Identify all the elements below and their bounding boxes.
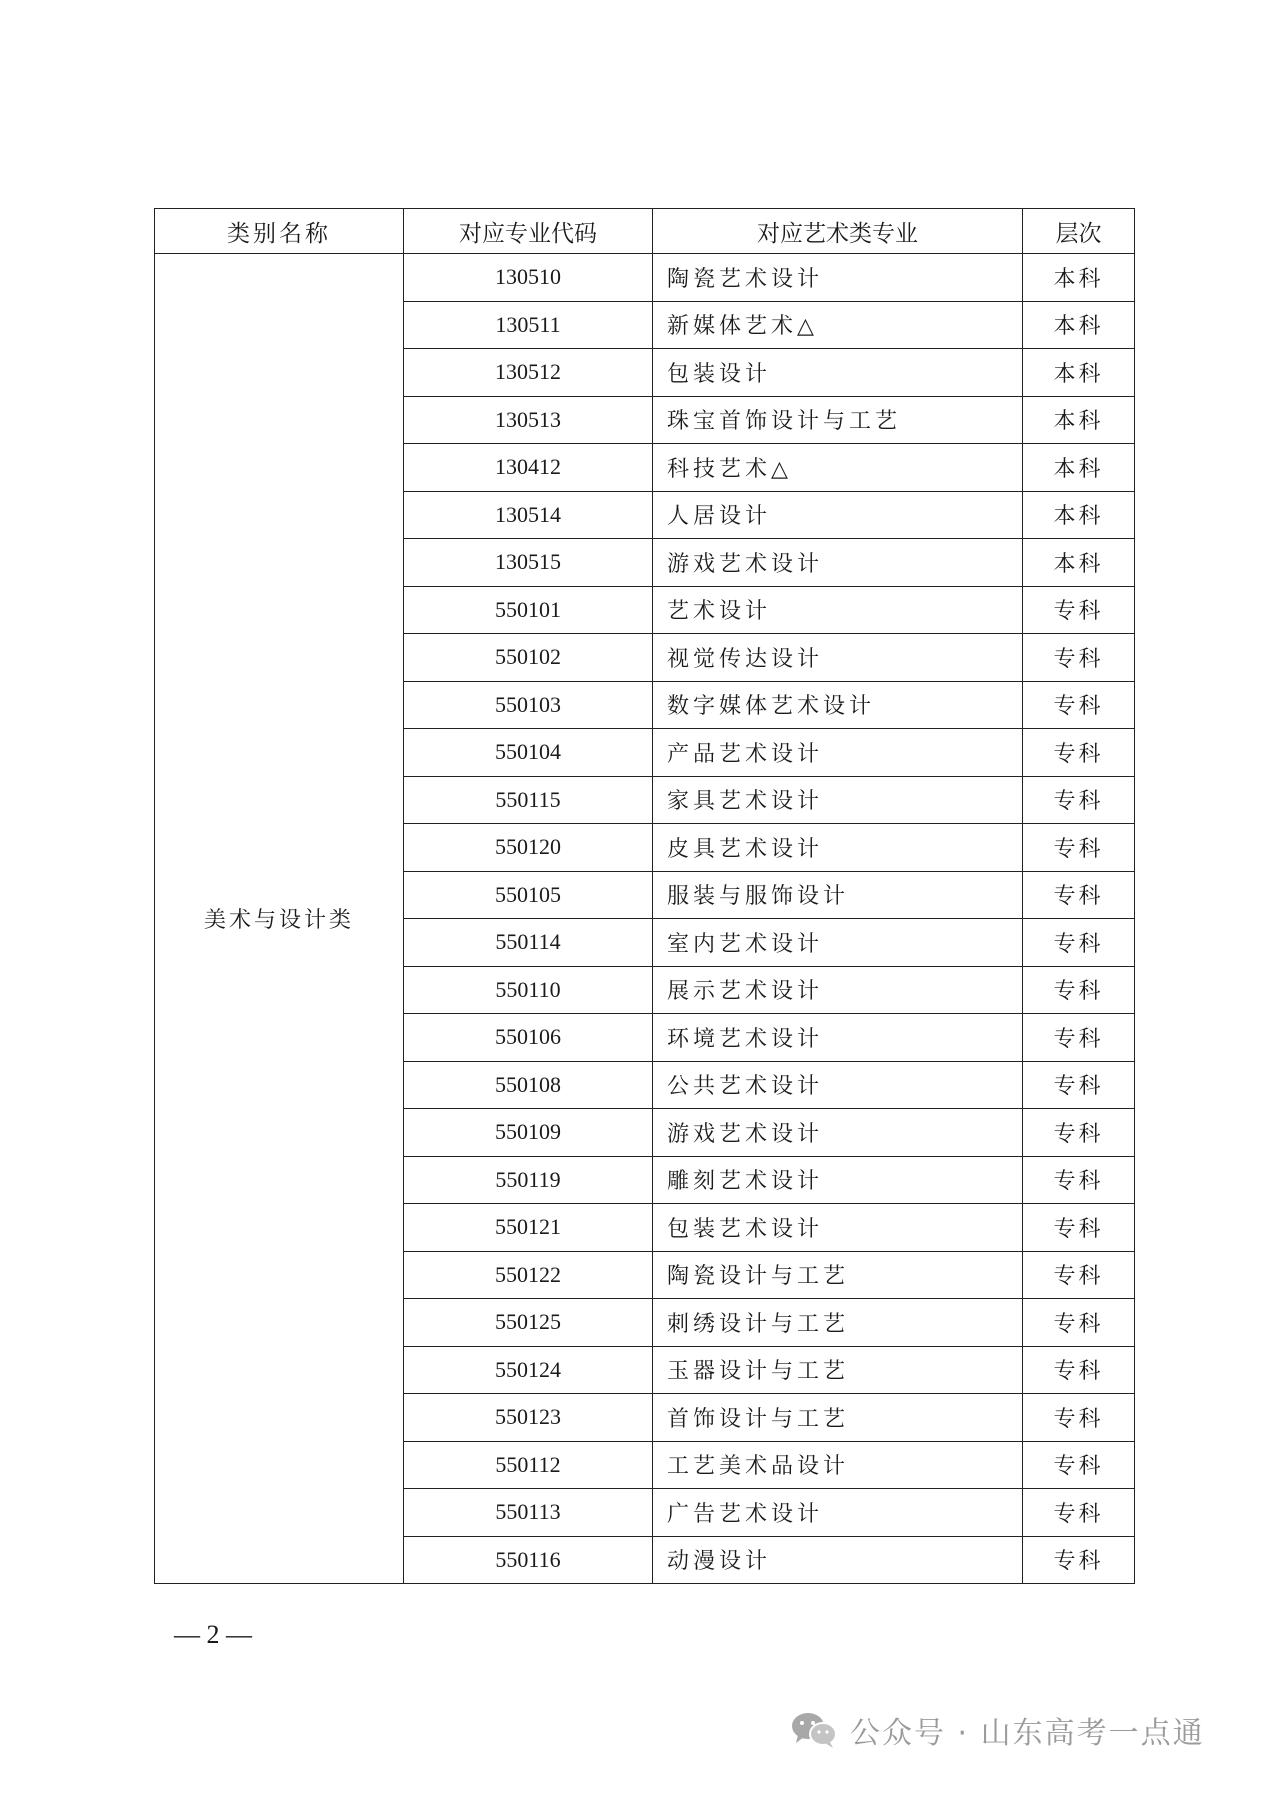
code-cell: 550114 xyxy=(404,919,653,967)
code-cell: 550101 xyxy=(404,586,653,634)
level-cell: 专科 xyxy=(1023,1251,1135,1299)
majors-table xyxy=(154,208,1135,1584)
major-name-cell: 广告艺术设计 xyxy=(653,1489,1023,1537)
level-cell: 本科 xyxy=(1023,491,1135,539)
level-cell: 专科 xyxy=(1023,1489,1135,1537)
level-cell: 专科 xyxy=(1023,1441,1135,1489)
level-cell: 专科 xyxy=(1023,586,1135,634)
watermark xyxy=(790,1708,1205,1752)
major-name-cell: 展示艺术设计 xyxy=(653,966,1023,1014)
header-code: 对应专业代码 xyxy=(404,209,653,254)
major-name-cell: 陶瓷设计与工艺 xyxy=(653,1251,1023,1299)
level-cell: 专科 xyxy=(1023,966,1135,1014)
major-name-cell: 新媒体艺术△ xyxy=(653,301,1023,349)
level-cell: 专科 xyxy=(1023,1109,1135,1157)
code-cell: 550120 xyxy=(404,824,653,872)
level-cell: 专科 xyxy=(1023,1061,1135,1109)
code-cell: 550115 xyxy=(404,776,653,824)
wechat-icon xyxy=(790,1711,838,1749)
major-name-cell: 科技艺术△ xyxy=(653,444,1023,492)
level-cell: 本科 xyxy=(1023,396,1135,444)
code-cell: 550123 xyxy=(404,1394,653,1442)
code-cell: 550108 xyxy=(404,1061,653,1109)
major-name-cell: 数字媒体艺术设计 xyxy=(653,681,1023,729)
code-cell: 550124 xyxy=(404,1346,653,1394)
code-cell: 130514 xyxy=(404,491,653,539)
level-cell: 专科 xyxy=(1023,1346,1135,1394)
major-name-cell: 艺术设计 xyxy=(653,586,1023,634)
level-cell: 本科 xyxy=(1023,254,1135,302)
category-cell: 美术与设计类 xyxy=(155,254,404,1584)
major-name-cell: 环境艺术设计 xyxy=(653,1014,1023,1062)
level-cell: 专科 xyxy=(1023,776,1135,824)
code-cell: 130412 xyxy=(404,444,653,492)
major-name-cell: 珠宝首饰设计与工艺 xyxy=(653,396,1023,444)
major-name-cell: 刺绣设计与工艺 xyxy=(653,1299,1023,1347)
level-cell: 专科 xyxy=(1023,1204,1135,1252)
code-cell: 550105 xyxy=(404,871,653,919)
major-name-cell: 动漫设计 xyxy=(653,1536,1023,1584)
level-cell: 本科 xyxy=(1023,444,1135,492)
code-cell: 130511 xyxy=(404,301,653,349)
major-name-cell: 玉器设计与工艺 xyxy=(653,1346,1023,1394)
table-header-row xyxy=(155,209,1135,254)
code-cell: 550103 xyxy=(404,681,653,729)
level-cell: 专科 xyxy=(1023,1299,1135,1347)
code-cell: 550109 xyxy=(404,1109,653,1157)
table-row xyxy=(155,254,1135,302)
code-cell: 130510 xyxy=(404,254,653,302)
level-cell: 本科 xyxy=(1023,301,1135,349)
major-name-cell: 游戏艺术设计 xyxy=(653,539,1023,587)
code-cell: 130513 xyxy=(404,396,653,444)
level-cell: 专科 xyxy=(1023,824,1135,872)
level-cell: 本科 xyxy=(1023,539,1135,587)
code-cell: 550113 xyxy=(404,1489,653,1537)
major-name-cell: 包装设计 xyxy=(653,349,1023,397)
major-name-cell: 游戏艺术设计 xyxy=(653,1109,1023,1157)
major-name-cell: 家具艺术设计 xyxy=(653,776,1023,824)
major-name-cell: 雕刻艺术设计 xyxy=(653,1156,1023,1204)
level-cell: 专科 xyxy=(1023,729,1135,777)
level-cell: 专科 xyxy=(1023,1394,1135,1442)
level-cell: 本科 xyxy=(1023,349,1135,397)
level-cell: 专科 xyxy=(1023,1014,1135,1062)
code-cell: 130512 xyxy=(404,349,653,397)
major-name-cell: 人居设计 xyxy=(653,491,1023,539)
table-body xyxy=(155,254,1135,1584)
header-level: 层次 xyxy=(1023,209,1135,254)
level-cell: 专科 xyxy=(1023,634,1135,682)
header-major: 对应艺术类专业 xyxy=(653,209,1023,254)
major-name-cell: 陶瓷艺术设计 xyxy=(653,254,1023,302)
level-cell: 专科 xyxy=(1023,871,1135,919)
code-cell: 550106 xyxy=(404,1014,653,1062)
code-cell: 550122 xyxy=(404,1251,653,1299)
major-name-cell: 服装与服饰设计 xyxy=(653,871,1023,919)
page-number: — 2 — xyxy=(174,1620,252,1649)
code-cell: 550119 xyxy=(404,1156,653,1204)
level-cell: 专科 xyxy=(1023,681,1135,729)
major-name-cell: 产品艺术设计 xyxy=(653,729,1023,777)
level-cell: 专科 xyxy=(1023,919,1135,967)
major-name-cell: 皮具艺术设计 xyxy=(653,824,1023,872)
major-name-cell: 首饰设计与工艺 xyxy=(653,1394,1023,1442)
code-cell: 550116 xyxy=(404,1536,653,1584)
code-cell: 550104 xyxy=(404,729,653,777)
code-cell: 550102 xyxy=(404,634,653,682)
watermark-text: 公众号 · 山东高考一点通 xyxy=(850,1716,1205,1751)
major-name-cell: 公共艺术设计 xyxy=(653,1061,1023,1109)
code-cell: 550121 xyxy=(404,1204,653,1252)
level-cell: 专科 xyxy=(1023,1156,1135,1204)
header-category: 类别名称 xyxy=(155,209,404,254)
major-name-cell: 工艺美术品设计 xyxy=(653,1441,1023,1489)
code-cell: 550112 xyxy=(404,1441,653,1489)
level-cell: 专科 xyxy=(1023,1536,1135,1584)
code-cell: 550110 xyxy=(404,966,653,1014)
code-cell: 130515 xyxy=(404,539,653,587)
major-name-cell: 包装艺术设计 xyxy=(653,1204,1023,1252)
major-name-cell: 视觉传达设计 xyxy=(653,634,1023,682)
code-cell: 550125 xyxy=(404,1299,653,1347)
major-name-cell: 室内艺术设计 xyxy=(653,919,1023,967)
